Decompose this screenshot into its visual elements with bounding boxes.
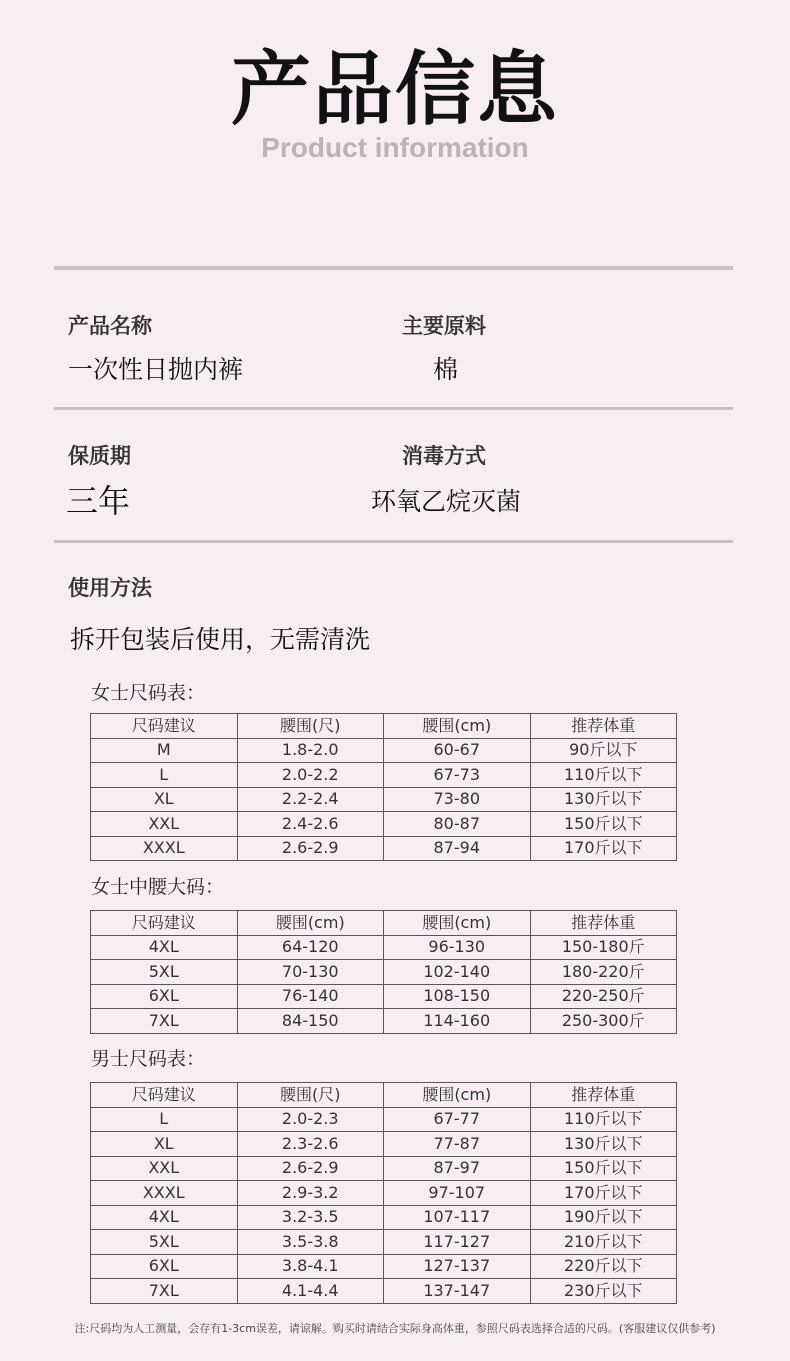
table-cell: 77-87	[384, 1132, 531, 1157]
men-size-table	[90, 1082, 677, 1304]
usage-label: 使用方法	[68, 576, 152, 600]
shelf-life-label: 保质期	[68, 444, 131, 468]
table-row	[91, 935, 677, 960]
table-cell: 2.2-2.4	[237, 787, 384, 812]
table-cell: 4XL	[91, 1205, 238, 1230]
table-caption-women-plus: 女士中腰大码：	[91, 876, 225, 898]
table-cell: M	[91, 738, 238, 763]
usage-value: 拆开包装后使用，无需清洗	[70, 625, 371, 654]
table-cell: 150斤以下	[530, 812, 677, 837]
table-cell: 137-147	[384, 1279, 531, 1304]
table-cell: 150-180斤	[530, 935, 677, 960]
table-row	[91, 1156, 677, 1181]
table-cell: 80-87	[384, 812, 531, 837]
table-cell: 2.6-2.9	[237, 1156, 384, 1181]
table-cell: 220斤以下	[530, 1254, 677, 1279]
table-cell: 60-67	[384, 738, 531, 763]
table-cell: 5XL	[91, 1230, 238, 1255]
shelf-life-value: 三年	[66, 482, 131, 520]
material-label: 主要原料	[402, 314, 486, 338]
table-cell: XL	[91, 1132, 238, 1157]
table-cell: 84-150	[237, 1009, 384, 1034]
table-cell: 87-94	[384, 836, 531, 861]
table-cell: 107-117	[384, 1205, 531, 1230]
product-name-value: 一次性日抛内裤	[68, 355, 244, 384]
header-cell: 腰围(cm)	[384, 714, 531, 739]
table-cell: 127-137	[384, 1254, 531, 1279]
table-cell: 220-250斤	[530, 984, 677, 1009]
header-cell: 推荐体重	[530, 1083, 677, 1108]
table-cell: 7XL	[91, 1009, 238, 1034]
table-cell: XXL	[91, 1156, 238, 1181]
table-cell: 67-77	[384, 1107, 531, 1132]
product-name-label: 产品名称	[68, 314, 152, 338]
table-cell: 3.5-3.8	[237, 1230, 384, 1255]
table-cell: 73-80	[384, 787, 531, 812]
table-cell: 102-140	[384, 960, 531, 985]
table-cell: 250-300斤	[530, 1009, 677, 1034]
table-row	[91, 1230, 677, 1255]
table-row	[91, 1181, 677, 1206]
table-caption-men: 男士尺码表：	[91, 1048, 206, 1070]
table-cell: 190斤以下	[530, 1205, 677, 1230]
table-header-row	[91, 1083, 677, 1108]
sterilization-label: 消毒方式	[402, 444, 486, 468]
table-cell: 3.2-3.5	[237, 1205, 384, 1230]
table-cell: 64-120	[237, 935, 384, 960]
header-cell: 腰围(cm)	[384, 1083, 531, 1108]
table-cell: 76-140	[237, 984, 384, 1009]
women-plus-size-table	[90, 910, 677, 1034]
section-divider	[54, 540, 733, 543]
table-cell: 180-220斤	[530, 960, 677, 985]
table-cell: XXL	[91, 812, 238, 837]
table-row	[91, 984, 677, 1009]
table-cell: L	[91, 1107, 238, 1132]
table-cell: 2.0-2.2	[237, 763, 384, 788]
table-cell: 230斤以下	[530, 1279, 677, 1304]
table-cell: 2.4-2.6	[237, 812, 384, 837]
table-cell: 70-130	[237, 960, 384, 985]
table-cell: 3.8-4.1	[237, 1254, 384, 1279]
header-cell: 腰围(cm)	[384, 911, 531, 936]
table-cell: 130斤以下	[530, 1132, 677, 1157]
table-row	[91, 738, 677, 763]
table-row	[91, 812, 677, 837]
section-divider	[54, 407, 733, 410]
table-cell: XL	[91, 787, 238, 812]
table-row	[91, 836, 677, 861]
table-cell: 108-150	[384, 984, 531, 1009]
sterilization-value: 环氧乙烷灭菌	[371, 487, 522, 516]
table-cell: 6XL	[91, 984, 238, 1009]
table-cell: 2.9-3.2	[237, 1181, 384, 1206]
table-cell: 117-127	[384, 1230, 531, 1255]
table-cell: 6XL	[91, 1254, 238, 1279]
women-size-table	[90, 713, 677, 861]
table-cell: 114-160	[384, 1009, 531, 1034]
table-cell: XXXL	[91, 1181, 238, 1206]
table-cell: XXXL	[91, 836, 238, 861]
table-row	[91, 763, 677, 788]
table-cell: 2.0-2.3	[237, 1107, 384, 1132]
page-title: 产品信息	[231, 43, 559, 136]
header-cell: 尺码建议	[91, 911, 238, 936]
table-cell: 170斤以下	[530, 836, 677, 861]
table-row	[91, 1009, 677, 1034]
header-cell: 推荐体重	[530, 714, 677, 739]
table-cell: 170斤以下	[530, 1181, 677, 1206]
table-row	[91, 1205, 677, 1230]
table-cell: 110斤以下	[530, 763, 677, 788]
page-subtitle: Product information	[261, 132, 529, 163]
table-cell: L	[91, 763, 238, 788]
footnote: 注:尺码均为人工测量，会存有1-3cm误差，请谅解。购买时请结合实际身高体重，参照尺码表选择合适的尺码。(客服建议仅供参考)	[74, 1322, 716, 1335]
table-row	[91, 1254, 677, 1279]
header-cell: 尺码建议	[91, 714, 238, 739]
header-divider	[54, 266, 733, 270]
table-row	[91, 960, 677, 985]
header-cell: 腰围(cm)	[237, 911, 384, 936]
header-cell: 腰围(尺)	[237, 714, 384, 739]
table-header-row	[91, 714, 677, 739]
table-row	[91, 1107, 677, 1132]
table-cell: 210斤以下	[530, 1230, 677, 1255]
table-cell: 97-107	[384, 1181, 531, 1206]
table-cell: 90斤以下	[530, 738, 677, 763]
table-row	[91, 787, 677, 812]
table-cell: 7XL	[91, 1279, 238, 1304]
table-cell: 1.8-2.0	[237, 738, 384, 763]
table-cell: 96-130	[384, 935, 531, 960]
table-cell: 110斤以下	[530, 1107, 677, 1132]
table-row	[91, 1132, 677, 1157]
material-value: 棉	[433, 355, 459, 384]
header-cell: 腰围(尺)	[237, 1083, 384, 1108]
table-cell: 130斤以下	[530, 787, 677, 812]
table-row	[91, 1279, 677, 1304]
table-cell: 67-73	[384, 763, 531, 788]
table-cell: 2.3-2.6	[237, 1132, 384, 1157]
table-cell: 2.6-2.9	[237, 836, 384, 861]
header-cell: 推荐体重	[530, 911, 677, 936]
table-cell: 4XL	[91, 935, 238, 960]
header-cell: 尺码建议	[91, 1083, 238, 1108]
table-cell: 5XL	[91, 960, 238, 985]
table-cell: 150斤以下	[530, 1156, 677, 1181]
table-header-row	[91, 911, 677, 936]
table-cell: 4.1-4.4	[237, 1279, 384, 1304]
table-caption-women: 女士尺码表：	[91, 682, 206, 704]
table-cell: 87-97	[384, 1156, 531, 1181]
